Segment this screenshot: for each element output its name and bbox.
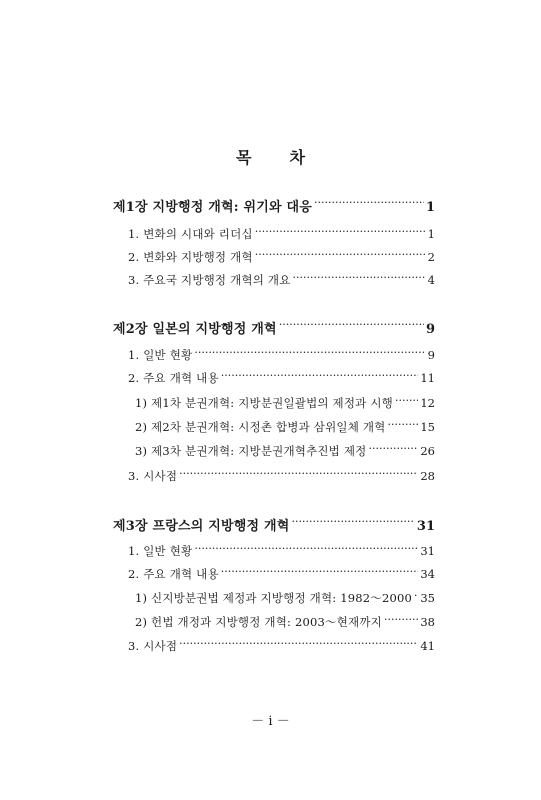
toc-entry-label: 3. 시사점 [128,469,178,483]
toc-entry-label: 2) 제2차 분권개혁: 시정촌 합병과 삼위일체 개혁 [135,420,386,434]
toc-entry-label: 제1장 지방행정 개혁: 위기와 대응 [113,200,313,215]
toc-entry-page: 9 [427,348,435,362]
toc-entry-label: 1. 일반 현황 [128,348,193,362]
toc-entry-section[interactable] [128,249,435,265]
toc-entry-page: 12 [420,396,435,410]
toc-entry-page: 1 [427,227,435,241]
toc-entry-label: 3) 제3차 분권개혁: 지방분권개혁추진법 제정 [135,444,367,458]
dot-leader [292,518,415,531]
toc-entry-page: 31 [420,544,435,558]
toc-entry-chapter-1[interactable] [113,196,435,215]
dot-leader [221,568,419,580]
toc-entry-subsection[interactable] [135,590,435,606]
toc-entry-subsection[interactable] [135,614,435,630]
toc-entry-label: 1. 일반 현황 [128,544,193,558]
toc-entry-page: 4 [427,273,435,287]
dot-leader [395,397,418,409]
toc-entry-subsection[interactable] [135,443,435,459]
toc-entry-label: 2. 변화와 지방행정 개혁 [128,250,253,264]
dot-leader [221,372,419,384]
toc-entry-section[interactable] [128,370,435,386]
toc-entry-label: 2) 헌법 개정과 지방행정 개혁: 2003～현재까지 [135,615,382,629]
dot-leader [255,228,426,240]
toc-entry-label: 제3장 프랑스의 지방행정 개혁 [113,519,290,534]
toc-entry-page: 1 [425,200,435,215]
toc-entry-label: 1. 변화의 시대와 리더십 [128,227,253,241]
dot-leader [194,545,418,557]
toc-entry-page: 38 [420,615,435,629]
toc-entry-label: 1) 신지방분권법 제정과 지방행정 개혁: 1982～2000 [135,591,413,605]
dot-leader [384,616,418,628]
toc-entry-page: 15 [420,420,435,434]
toc-entry-label: 1) 제1차 분권개혁: 지방분권일괄법의 제정과 시행 [135,396,393,410]
page-number-footer: － i － [251,714,290,729]
toc-entry-label: 3. 주요국 지방행정 개혁의 개요 [128,273,291,287]
toc-entry-page: 34 [420,567,435,581]
toc-entry-page: 26 [420,444,435,458]
dot-leader [293,274,426,286]
toc-entry-label: 3. 시사점 [128,639,178,653]
toc-entry-section[interactable] [128,543,435,559]
dot-leader [179,470,418,482]
toc-entry-subsection[interactable] [135,395,435,411]
dot-leader [179,640,418,652]
toc-entry-chapter-3[interactable] [113,515,435,534]
toc-entry-page: 41 [420,639,435,653]
dot-leader [388,421,419,433]
toc-entry-page: 28 [420,469,435,483]
title-part-2: 차 [289,148,305,167]
toc-entry-label: 2. 주요 개혁 내용 [128,567,219,581]
toc-entry-page: 35 [420,591,435,605]
toc-entry-subsection[interactable] [135,419,435,435]
toc-entry-page: 9 [425,322,435,337]
toc-entry-chapter-2[interactable] [113,318,435,337]
dot-leader [314,199,424,212]
toc-entry-page: 31 [416,519,435,534]
toc-entry-section[interactable] [128,226,435,242]
toc-entry-label: 제2장 일본의 지방행정 개혁 [113,322,277,337]
toc-entry-section[interactable] [128,468,435,484]
dot-leader [194,349,425,361]
toc-entry-section[interactable] [128,638,435,654]
toc-entry-label: 2. 주요 개혁 내용 [128,371,219,385]
title-part-1: 목 [236,148,252,167]
page-title [0,145,541,168]
dot-leader [368,445,418,457]
dot-leader [414,592,418,604]
toc-entry-section[interactable] [128,347,435,363]
dot-leader [255,251,426,263]
toc-entry-page: 2 [427,250,435,264]
dot-leader [279,321,424,334]
toc-entry-section[interactable] [128,272,435,288]
toc-entry-page: 11 [420,371,435,385]
toc-entry-section[interactable] [128,566,435,582]
